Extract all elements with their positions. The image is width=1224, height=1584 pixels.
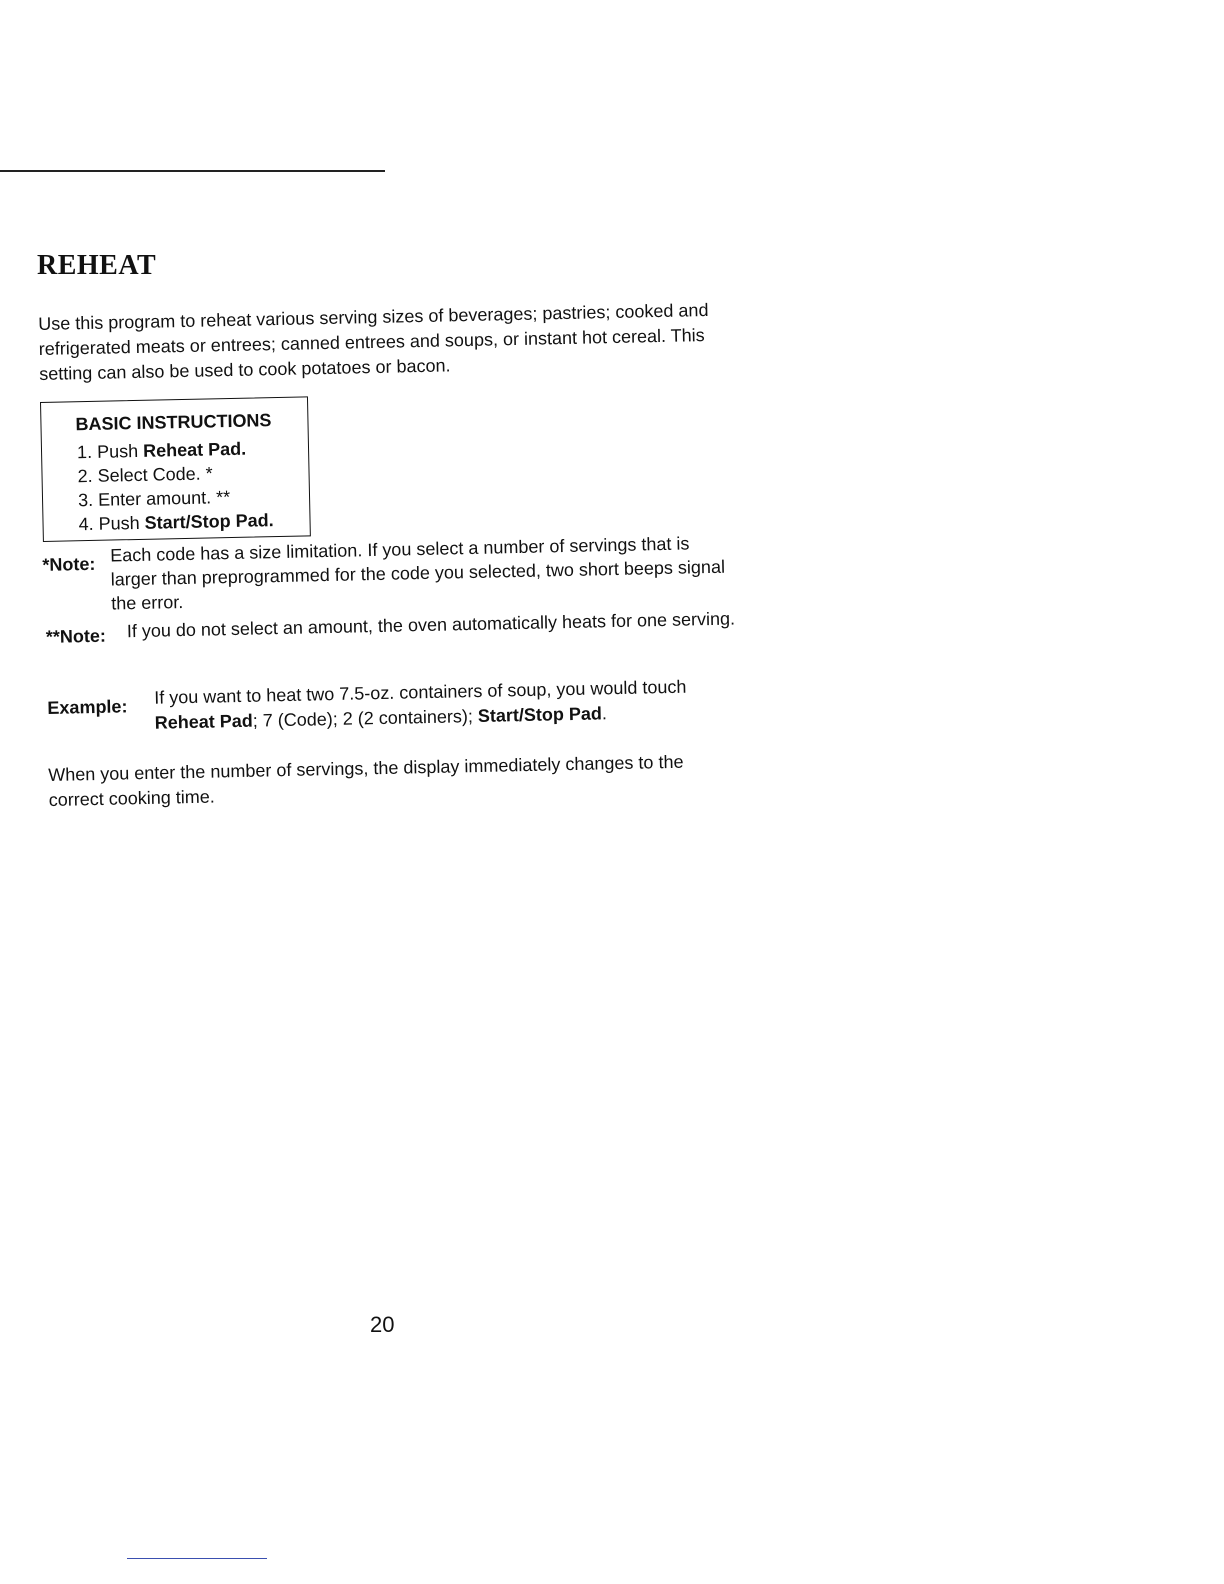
note-1-text: Each code has a size limitation. If you select a number of servings that is larger than preprogrammed for the code you selected, two short beeps signal the error. bbox=[110, 533, 726, 614]
top-rule bbox=[0, 170, 385, 172]
basic-instructions-box bbox=[40, 396, 311, 542]
instruction-steps bbox=[77, 436, 274, 536]
example-text: If you want to heat two 7.5-oz. containers of soup, you would touch Reheat Pad; 7 (Code); 2 (2 containers); Start/Stop Pad. bbox=[154, 676, 687, 733]
note-1 bbox=[40, 530, 741, 617]
closing-paragraph: When you enter the number of servings, the display immediately changes to the correct cooking time. bbox=[48, 751, 684, 810]
example-section bbox=[47, 673, 748, 738]
page-title: REHEAT bbox=[37, 250, 157, 281]
example-label: Example: bbox=[47, 696, 128, 718]
instruction-step-3: 3. Enter amount. ** bbox=[77, 487, 231, 511]
notes-section bbox=[40, 530, 742, 645]
note-2-text: If you do not select an amount, the oven automatically heats for one serving. bbox=[126, 608, 736, 642]
instruction-step-2: 2. Select Code. * bbox=[77, 463, 213, 487]
basic-instructions-heading: BASIC INSTRUCTIONS bbox=[75, 410, 272, 435]
note-1-label: *Note: bbox=[42, 553, 96, 575]
bottom-rule bbox=[127, 1558, 267, 1559]
note-2-label: **Note: bbox=[45, 625, 107, 647]
page-number: 20 bbox=[370, 1312, 395, 1337]
instruction-step-1: 1. Push Reheat Pad. bbox=[76, 438, 247, 463]
instruction-step-4: 4. Push Start/Stop Pad. bbox=[78, 510, 274, 535]
intro-paragraph: Use this program to reheat various serving sizes of beverages; pastries; cooked and refrigerated meats or entrees; canned entrees and soups, or instant hot cereal. This setting can also be used to cook potatoes or bacon. bbox=[38, 299, 709, 384]
